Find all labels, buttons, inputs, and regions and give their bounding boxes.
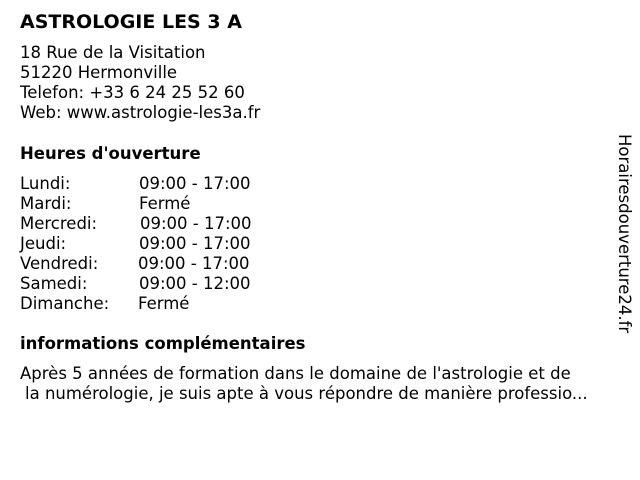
website-text: Web: www.astrologie-les3a.fr [20, 103, 261, 122]
hours-day: Dimanche: [20, 294, 110, 313]
hours-time: 09:00 - 17:00 [140, 214, 252, 233]
hours-day: Vendredi: [20, 254, 99, 273]
description-line: la numérologie, je suis apte à vous répondre de manière professio... [25, 384, 588, 403]
hours-time: 09:00 - 12:00 [139, 274, 251, 293]
hours-time: Fermé [138, 294, 190, 313]
hours-row-lundi [20, 174, 420, 194]
hours-day: Mercredi: [20, 214, 98, 233]
hours-time: 09:00 - 17:00 [139, 174, 251, 193]
hours-time: 09:00 - 17:00 [139, 234, 251, 253]
hours-row-dimanche [20, 294, 420, 314]
address-city: 51220 Hermonville [20, 63, 178, 82]
business-name: ASTROLOGIE LES 3 A [20, 11, 242, 33]
hours-table [20, 174, 420, 314]
info-heading: informations complémentaires [20, 334, 306, 353]
hours-heading: Heures d'ouverture [20, 144, 201, 163]
address-street: 18 Rue de la Visitation [20, 43, 206, 62]
hours-day: Jeudi: [20, 234, 67, 253]
hours-time: 09:00 - 17:00 [138, 254, 250, 273]
hours-row-samedi [20, 274, 420, 294]
hours-row-mardi [20, 194, 420, 214]
contact-block [20, 43, 260, 123]
hours-row-mercredi [20, 214, 420, 234]
description [20, 364, 588, 404]
hours-day: Lundi: [20, 174, 71, 193]
description-line: Après 5 années de formation dans le domaine de l'astrologie et de [20, 364, 571, 383]
hours-row-jeudi [20, 234, 420, 254]
hours-row-vendredi [20, 254, 420, 274]
hours-time: Fermé [139, 194, 191, 213]
phone-number: Telefon: +33 6 24 25 52 60 [20, 83, 245, 102]
watermark-text: Horairesdouverture24.fr [615, 134, 634, 334]
hours-day: Mardi: [20, 194, 72, 213]
hours-day: Samedi: [20, 274, 88, 293]
